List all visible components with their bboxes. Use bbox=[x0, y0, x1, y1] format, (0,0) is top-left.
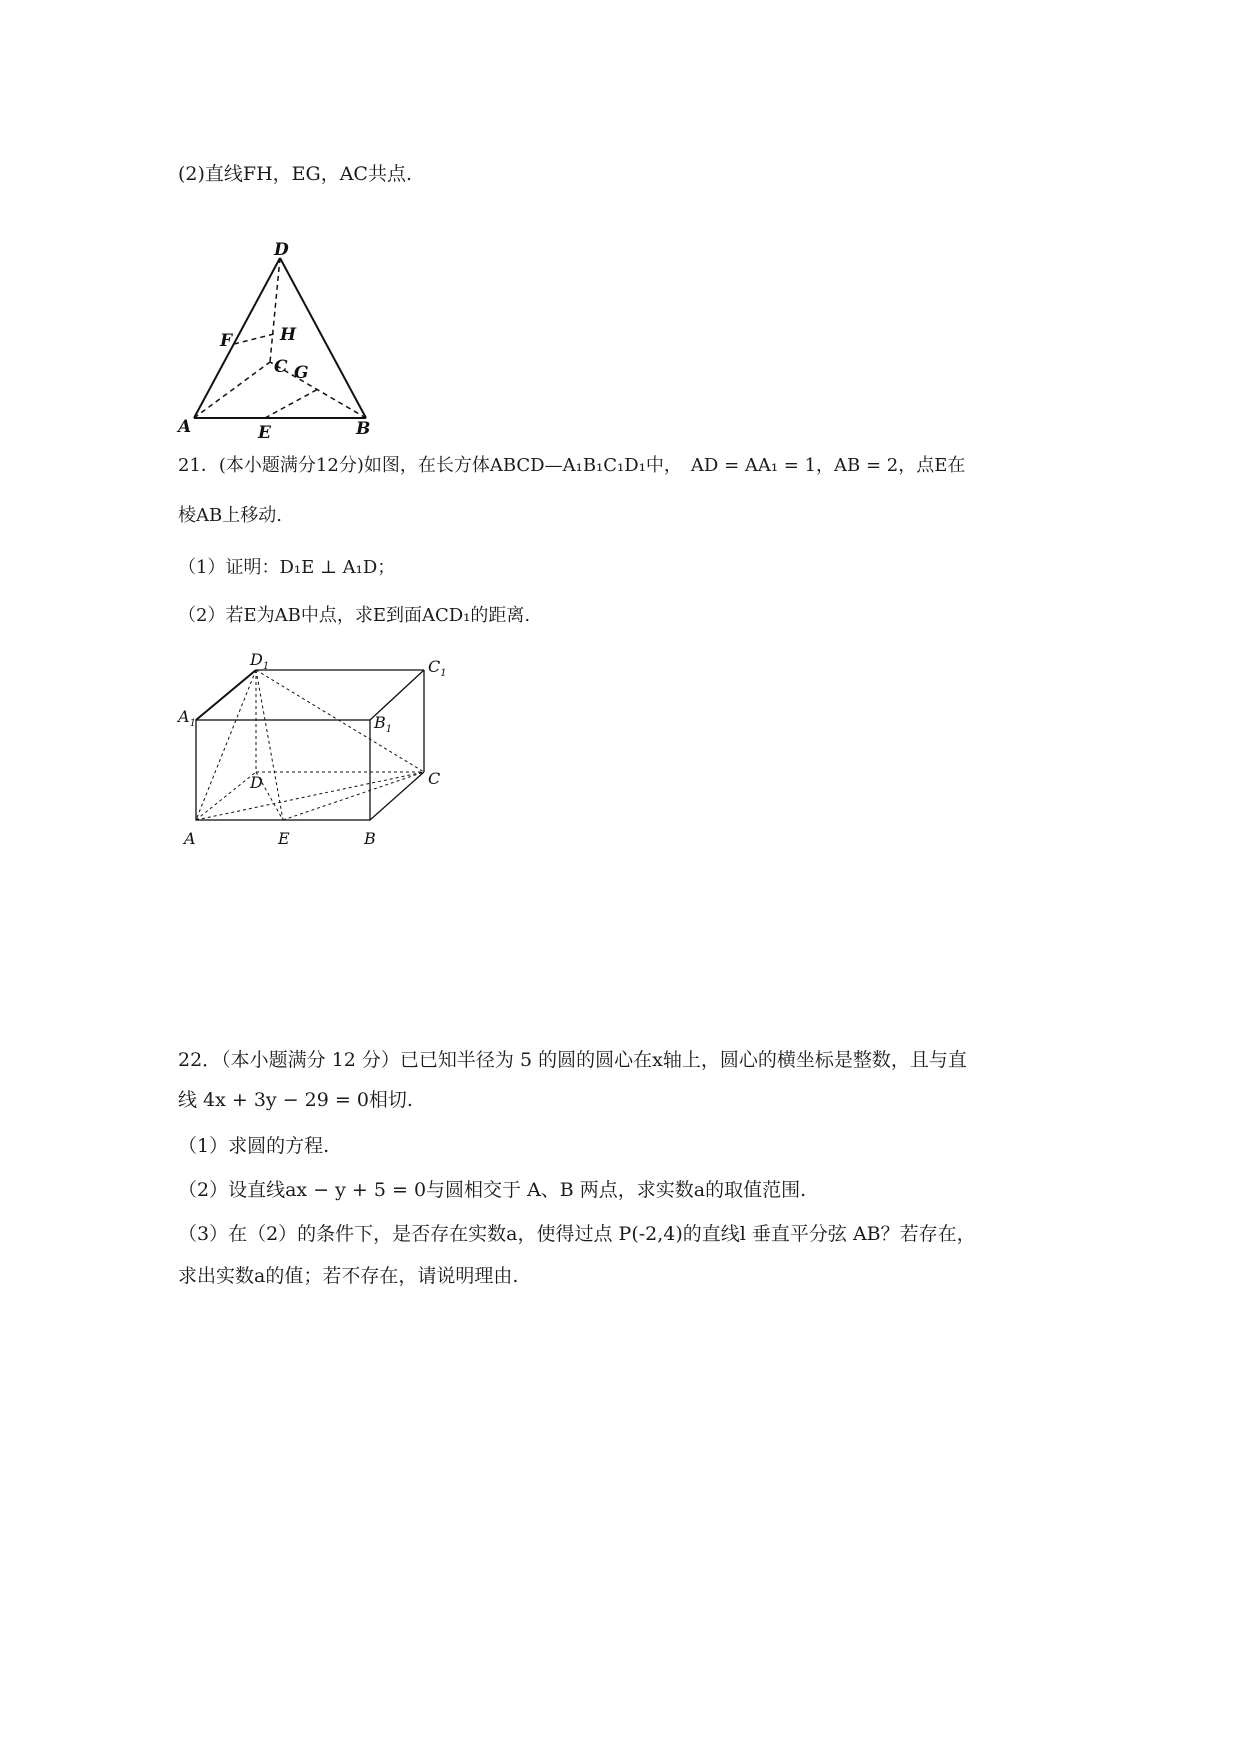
label-E: E bbox=[278, 829, 290, 848]
label-A: A bbox=[184, 829, 196, 848]
label-F: F bbox=[220, 331, 233, 351]
q21-part2: （2）若E为AB中点，求E到面ACD₁的距离. bbox=[178, 605, 531, 626]
label-C: C bbox=[274, 357, 288, 377]
q22-stem-line1: 22．（本小题满分 12 分）已已知半径为 5 的圆的圆心在x轴上，圆心的横坐标是整数，且与直 bbox=[178, 1049, 967, 1071]
label-G: G bbox=[294, 363, 309, 383]
label-D: D bbox=[274, 242, 289, 260]
q22-part3-line2: 求出实数a的值；若不存在，请说明理由. bbox=[178, 1265, 519, 1287]
label-B: B bbox=[356, 419, 371, 439]
label-D: D bbox=[250, 773, 263, 792]
label-H: H bbox=[280, 325, 297, 345]
q22-stem-line2: 线 4x + 3y − 29 = 0相切. bbox=[178, 1089, 413, 1111]
tetrahedron-figure bbox=[170, 242, 390, 442]
q22-part1: （1）求圆的方程. bbox=[178, 1135, 330, 1157]
label-A1: $A_1$ bbox=[178, 707, 196, 729]
cuboid-figure bbox=[172, 648, 472, 858]
label-B: B bbox=[364, 829, 376, 848]
q21-stem-line1: 21．(本小题满分12分)如图，在长方体ABCD—A₁B₁C₁D₁中， AD = AA₁ = 1，AB = 2，点E在 bbox=[178, 455, 966, 476]
q21-part1: （1）证明：D₁E ⊥ A₁D； bbox=[178, 557, 396, 578]
label-D1: $D_1$ bbox=[250, 650, 270, 672]
label-E: E bbox=[258, 423, 271, 442]
q20-part2: (2)直线FH，EG，AC共点. bbox=[178, 163, 413, 185]
q21-stem-line2: 棱AB上移动. bbox=[178, 505, 282, 526]
label-B1: $B_1$ bbox=[374, 713, 393, 735]
label-C: C bbox=[428, 769, 441, 788]
q22-part2: （2）设直线ax − y + 5 = 0与圆相交于 A、B 两点，求实数a的取值范围. bbox=[178, 1179, 807, 1201]
label-A: A bbox=[178, 417, 192, 437]
q22-part3-line1: （3）在（2）的条件下，是否存在实数a，使得过点 P(-2,4)的直线l 垂直平分弦 AB？若存在， bbox=[178, 1223, 976, 1245]
label-C1: $C_1$ bbox=[428, 657, 447, 679]
